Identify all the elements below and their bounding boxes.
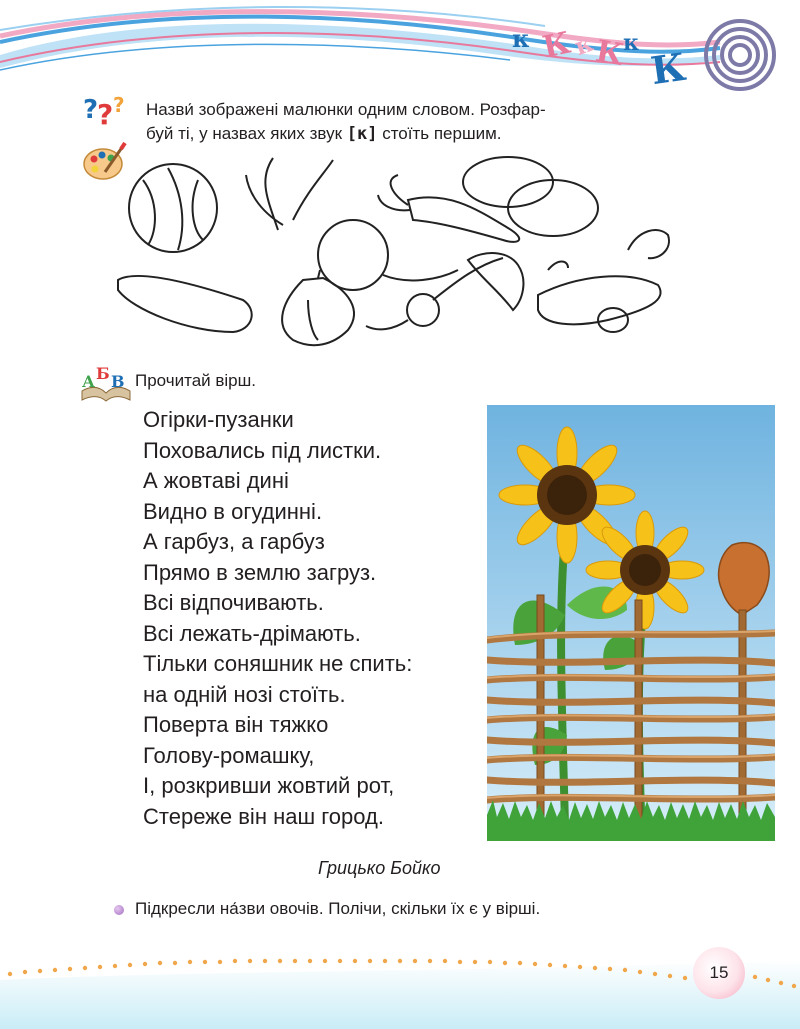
poem-line: Видно в огудинні. [143, 498, 323, 524]
header-letter-k-1: к [512, 24, 530, 53]
lettuce-icon [468, 253, 523, 310]
poem-line: Поверта він тяжко [143, 712, 329, 737]
page-number: 15 [693, 947, 745, 999]
poem [143, 405, 488, 832]
poem-line: Всі відпочивають. [143, 590, 324, 615]
svg-text:?: ? [113, 93, 125, 117]
garlic-icon [282, 270, 354, 345]
beetroot-icon [246, 158, 458, 290]
sunflower-small [586, 511, 704, 629]
cucumbers-icon [538, 230, 669, 332]
poem-line: А гарбуз, а гарбуз [143, 529, 325, 554]
header-letter-k-6: К [648, 43, 689, 94]
task1-instruction [146, 98, 676, 146]
task1-line1: Назви́ зображені малюнки одним словом. Розфар- [146, 100, 546, 119]
task1-line2: буй ті, у назвах яких звук [к] стоїть першим. [146, 124, 502, 144]
poem-line: Поховались під листки. [143, 437, 382, 463]
header-letter-k-5: к [623, 30, 639, 56]
bullet-icon [114, 905, 124, 915]
carrot-icon [378, 175, 519, 242]
abv-book-icon [80, 365, 132, 403]
poem-line: на одній нозі стоїть. [143, 681, 346, 707]
svg-text:?: ? [97, 98, 114, 131]
svg-text:Б: Б [96, 365, 110, 383]
svg-text:?: ? [83, 95, 99, 125]
poem-line: Всі лежать-дрімають. [143, 620, 361, 646]
svg-text:В: В [111, 372, 125, 391]
vegetables-coloring-illustration [108, 150, 688, 350]
footer-decoration [0, 950, 800, 1029]
sunflower-fence-illustration [487, 405, 775, 841]
poem-line: Тільки соняшник не спить: [143, 651, 413, 676]
header-letter-k-4: К [593, 33, 627, 74]
poem-line: Огірки-пузанки [143, 407, 294, 432]
header-letter-k-3: к [570, 27, 597, 62]
spiral-icon [706, 21, 774, 89]
header-letter-k-2: К [539, 25, 574, 66]
poem-author: Грицько Бойко [318, 858, 441, 878]
poem-line: Голову-ромашку, [143, 742, 315, 768]
task2-instruction: Прочитай вірш. [135, 371, 257, 390]
svg-text:А: А [82, 372, 96, 391]
radish-icon [366, 258, 503, 329]
cabbage-icon [129, 164, 217, 252]
poem-line: Прямо в землю загруз. [143, 559, 377, 585]
sound-k: [к] [346, 124, 378, 144]
zucchini-icon [118, 276, 252, 332]
potatoes-icon [463, 157, 598, 236]
poem-line: А жовтаві дині [143, 468, 289, 493]
poem-line: Стереже він наш город. [143, 803, 384, 829]
poem-line: І, розкривши жовтий рот, [143, 773, 395, 798]
task3-instruction: Підкресли на́зви овочів. Полічи, скільки їх є у вірші. [135, 899, 541, 918]
